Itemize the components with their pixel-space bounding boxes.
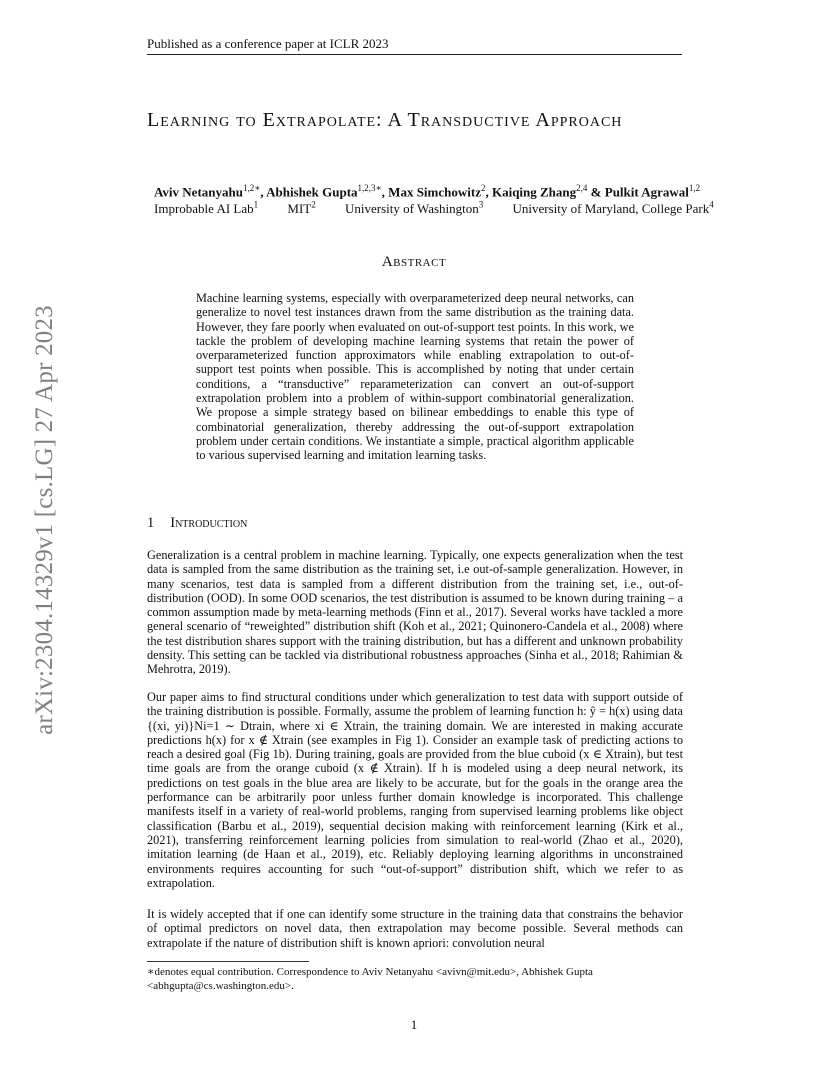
intro-paragraph-2: Our paper aims to find structural conditions under which generalization to test data with support outside of the training distribution is possible. Formally, assume the problem of learning function h: ŷ = h(x) using data {(xi, yi)}Ni=1 ∼ Dtrain, where xi ∈ Xtrain, the training domain. We are interested in making accurate predictions h(x) for x ∉ Xtrain (see examples in Fig 1). Consider an example task of predicting actions to reach a desired goal (Fig 1b). During training, goals are provided from the blue cuboid (x ∈ Xtrain), but test time goals are from the orange cuboid (x ∉ Xtrain). If h is modeled using a deep neural network, its predictions on test goals in the blue area are likely to be accurate, but for the goals in the orange area the performance can be arbitrarily poor unless further domain knowledge is incorporated. This challenge manifests itself in a variety of real-world problems, ranging from supervised learning problems like object classification (Barbu et al., 2019), sequential decision making with reinforcement learning (Kirk et al., 2021), transferring reinforcement learning policies from simulation to real-world (Zhao et al., 2020), imitation learning (de Haan et al., 2019), etc. Reliably deploying learning algorithms in unconstrained environments requires accounting for such “out-of-support” distribution shift, which we refer to as extrapolation.: [147, 690, 683, 890]
affiliation-sup: 3: [478, 200, 484, 210]
author-sup: 2,4: [576, 183, 588, 193]
author-list: Aviv Netanyahu$^{1,2∗}$, Abhishek Gupta$^{1,2,3∗}$, Max Simchowitz$^2$, Kaiqing Zhang$^{2,4}$ & Pulkit Agrawal$^{1,2}$: [154, 183, 701, 200]
affiliation: [154, 201, 258, 216]
author-name: Aviv Netanyahu: [154, 184, 243, 200]
affiliation-sup: 4: [709, 200, 714, 210]
author-name: Max Simchowitz: [388, 184, 481, 200]
affiliation: [287, 201, 315, 216]
affiliation-list: [154, 200, 754, 217]
arxiv-watermark: [30, 305, 60, 735]
affiliation-sup: 1: [253, 200, 259, 210]
author-sup: 1,2,3∗: [357, 183, 382, 193]
affiliation: [513, 201, 714, 216]
author-name: Kaiqing Zhang: [491, 184, 577, 200]
page-number: 1: [410, 1017, 418, 1032]
intro-paragraph-3: It is widely accepted that if one can identify some structure in the training data that constrains the behavior of optimal predictors on novel data, then extrapolation may become possible. Several methods can extrapolate if the nature of distribution shift is known apriori: convolution neural: [147, 907, 683, 950]
author-name: Abhishek Gupta: [266, 184, 358, 200]
affiliation-sup: 2: [311, 200, 316, 210]
author-sup: 1,2: [688, 183, 701, 193]
abstract-heading: Abstract: [381, 254, 447, 270]
section-heading: [147, 515, 247, 532]
affiliation: [345, 201, 483, 216]
header-rule: [147, 54, 682, 55]
section-number: 1: [147, 515, 155, 531]
section-title: Introduction: [170, 515, 248, 531]
abstract-body: Machine learning systems, especially with overparameterized deep neural networks, can generalize to novel test instances drawn from the same distribution as the training data. However, they fare poorly when evaluated on out-of-support test points. In this work, we tackle the problem of developing machine learning systems that retain the power of overparameterized function approximators while enabling extrapolation to out-of-support test points when possible. This is accomplished by noting that under certain conditions, a “transductive” reparameterization can convert an out-of-support extrapolation problem into a problem of within-support combinatorial generalization. We propose a simple strategy based on bilinear embeddings to enable this type of combinatorial generalization, thereby addressing the out-of-support extrapolation problem under certain conditions. We instantiate a simple, practical algorithm applicable to various supervised learning and imitation learning tasks.: [196, 291, 634, 463]
author-sup: 1,2∗: [242, 183, 261, 193]
running-header: Published as a conference paper at ICLR 2023: [147, 36, 389, 51]
intro-paragraph-1: Generalization is a central problem in machine learning. Typically, one expects generalization when the test data is sampled from the same distribution as the training set, i.e out-of-sample generalization. However, in many scenarios, test data is sampled from a different distribution from the training set, i.e., out-of-distribution (OOD). In some OOD scenarios, the test distribution is assumed to be known during training – a common assumption made by meta-learning methods (Finn et al., 2017). Several works have tackled a more general scenario of “reweighted” distribution shift (Koh et al., 2021; Quinonero-Candela et al., 2008) where the test distribution shares support with the training distribution, but has a different and unknown probability density. This setting can be tackled via distributional robustness approaches (Sinha et al., 2018; Rahimian & Mehrotra, 2019).: [147, 548, 683, 677]
arxiv-id-text: arXiv:2304.14329v1 [cs.LG] 27 Apr 2023: [31, 305, 58, 735]
affiliation-name: University of Maryland, College Park: [512, 201, 710, 217]
affiliation-name: MIT: [287, 201, 312, 217]
footnote: ∗denotes equal contribution. Correspondence to Aviv Netanyahu <avivn@mit.edu>, Abhishek Gupta <abhgupta@cs.washington.edu>.: [147, 966, 593, 992]
author-name: Pulkit Agrawal: [604, 184, 689, 200]
affiliation-name: University of Washington: [344, 201, 479, 217]
affiliation-name: Improbable AI Lab: [154, 201, 254, 217]
paper-title: Learning to Extrapolate: A Transductive Approach: [147, 109, 623, 131]
author-sup: 2: [480, 183, 486, 193]
footnote-rule: [147, 961, 309, 962]
